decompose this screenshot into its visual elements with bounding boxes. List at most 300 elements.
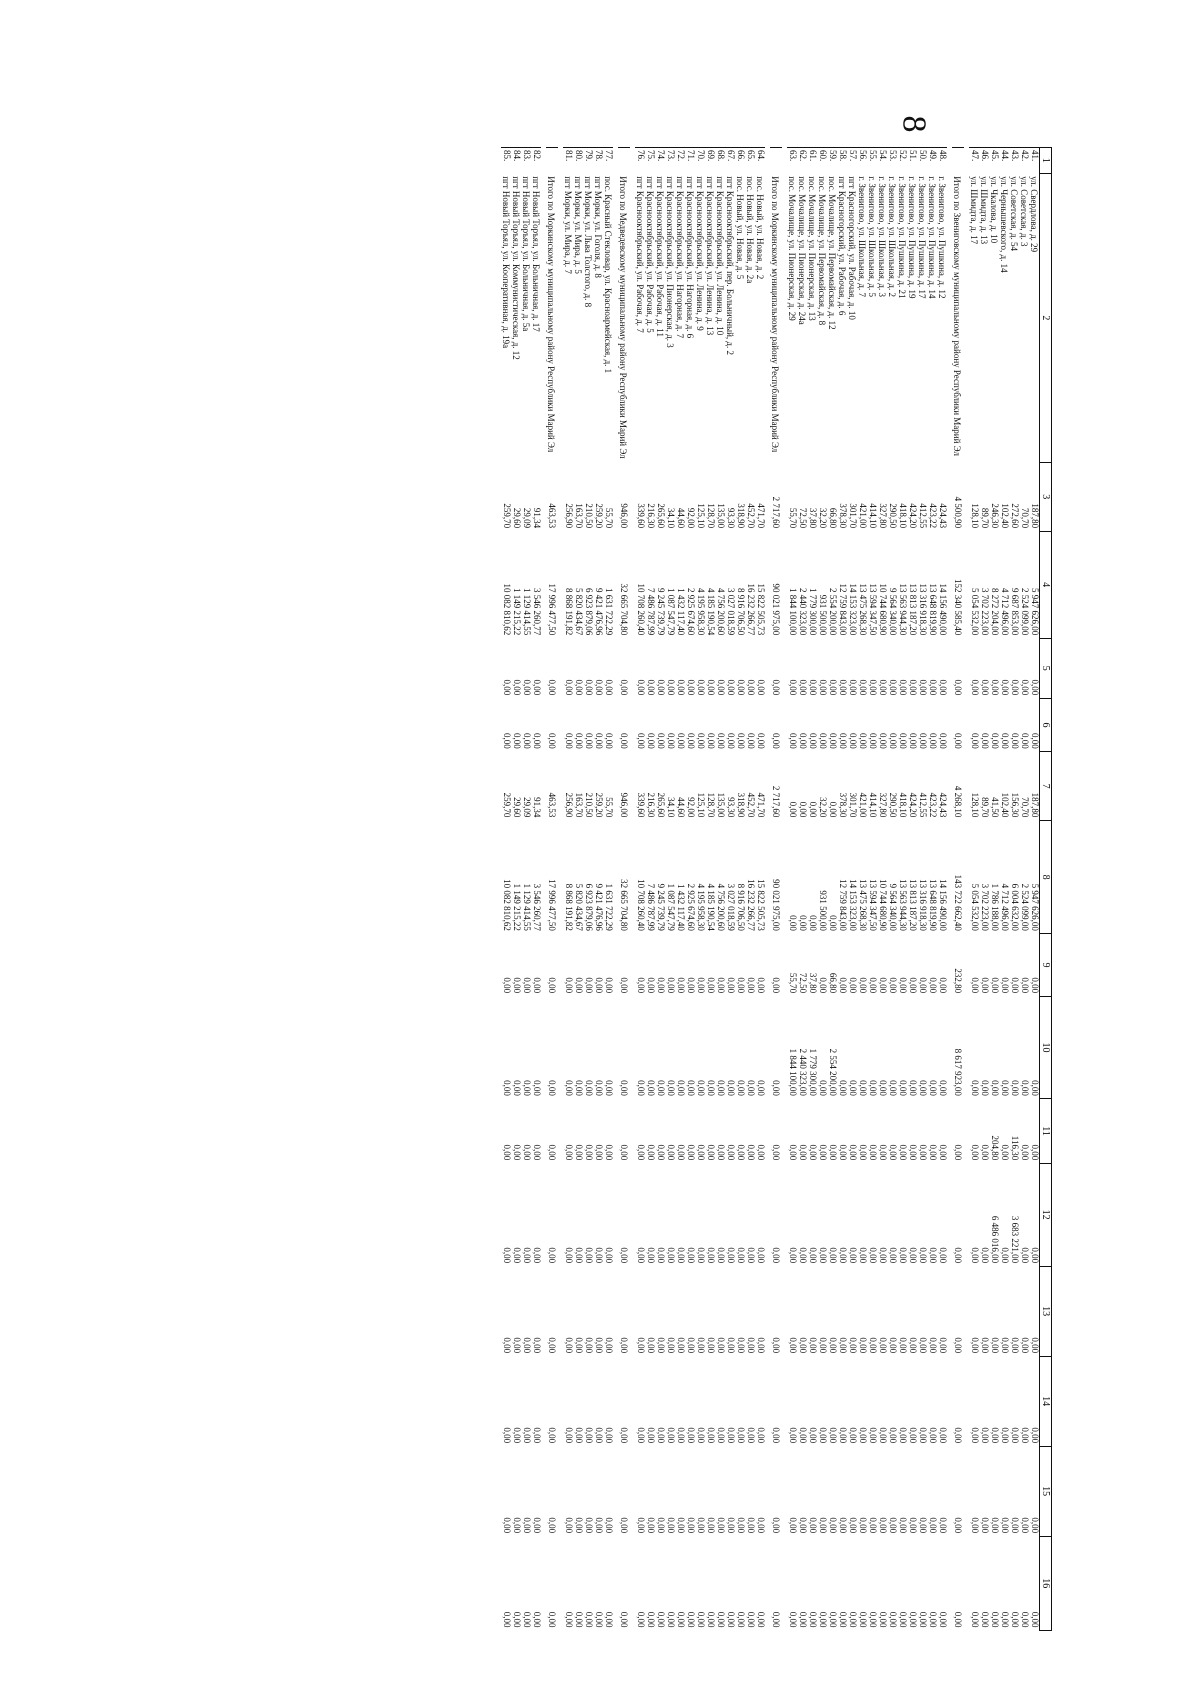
value-cell: 0,00 — [696, 1144, 706, 1161]
value-cell: 4 756 200,60 — [716, 587, 726, 636]
value-cell: 0,00 — [838, 1337, 848, 1354]
value-cell: 0,00 — [512, 1144, 522, 1161]
value-cell: 3 027 018,59 — [726, 883, 736, 931]
value-cell: 0,00 — [676, 679, 686, 696]
value-cell: 0,00 — [512, 1517, 522, 1534]
value-cell: 0,00 — [756, 1337, 766, 1354]
value-cell: 0,00 — [676, 1144, 686, 1161]
value-cell: 0,00 — [828, 1144, 838, 1161]
row-number — [546, 148, 558, 174]
total-label: Итого по Звениговскому муниципальному району Республики Марий Эл — [952, 176, 962, 456]
value-cell: 0,00 — [808, 1144, 818, 1161]
value-cell: 0,00 — [1020, 1517, 1030, 1534]
value-cell: 6 486 016,00 — [990, 1215, 1000, 1264]
value-cell: 4 195 958,30 — [696, 587, 706, 636]
address-cell: г. Звенигово, ул. Школьная, д. 5 — [867, 176, 877, 297]
value-cell: 0,00 — [1030, 679, 1040, 696]
value-cell: 0,00 — [980, 1427, 990, 1444]
value-cell: 0,00 — [918, 1247, 928, 1264]
value-cell: 0,00 — [666, 977, 676, 994]
value-cell: 0,00 — [938, 1611, 948, 1628]
table-row — [989, 148, 999, 1631]
value-cell: 0,00 — [868, 1517, 878, 1534]
value-cell: 0,00 — [868, 1247, 878, 1264]
value-cell: 13 475 268,30 — [858, 583, 868, 636]
value-cell: 0,00 — [1020, 1080, 1030, 1096]
value-cell: 256,90 — [564, 503, 574, 529]
row-number: 65. — [745, 148, 755, 174]
value-cell: 0,00 — [980, 1517, 990, 1534]
value-cell: 5 947 626,00 — [1030, 883, 1040, 931]
table-row — [867, 148, 877, 1631]
value-cell: 0,00 — [990, 733, 1000, 749]
value-cell: 0,00 — [574, 733, 584, 749]
value-cell: 0,00 — [604, 679, 614, 696]
value-cell: 0,00 — [1010, 977, 1020, 994]
value-cell: 0,00 — [980, 679, 990, 696]
value-cell: 0,00 — [908, 977, 918, 994]
row-number: 79. — [583, 148, 593, 174]
value-cell: 0,00 — [898, 733, 908, 749]
value-cell: 0,00 — [706, 733, 716, 749]
value-cell: 152 340 585,40 — [953, 578, 963, 636]
value-cell: 0,00 — [666, 1080, 676, 1096]
value-cell: 0,00 — [908, 1517, 918, 1534]
value-cell: 0,00 — [636, 1080, 646, 1096]
value-cell: 463,53 — [547, 503, 557, 529]
row-number: 61. — [807, 148, 817, 174]
value-cell: 0,00 — [726, 1427, 736, 1444]
value-cell: 29,09 — [522, 507, 532, 529]
value-cell: 0,00 — [547, 1080, 557, 1096]
value-cell: 0,00 — [594, 977, 604, 994]
table-row — [927, 148, 937, 1631]
value-cell: 0,00 — [1020, 1337, 1030, 1354]
value-cell: 4 195 958,30 — [696, 883, 706, 931]
value-cell: 0,00 — [1010, 1517, 1020, 1534]
value-cell: 412,55 — [918, 503, 928, 529]
value-cell: 0,00 — [788, 1427, 798, 1444]
value-cell: 0,00 — [888, 1427, 898, 1444]
value-cell: 0,00 — [928, 679, 938, 696]
value-cell: 0,00 — [878, 1427, 888, 1444]
value-cell: 0,00 — [756, 1427, 766, 1444]
value-cell: 0,00 — [798, 733, 808, 749]
value-cell: 70,70 — [1020, 797, 1030, 818]
address-cell: г. Звенигово, ул. Пушкина, д. 14 — [927, 176, 937, 299]
value-cell: 5 820 434,67 — [574, 587, 584, 636]
value-cell: 0,00 — [848, 1337, 858, 1354]
value-cell: 0,00 — [564, 1247, 574, 1264]
value-cell: 2 717,60 — [771, 496, 781, 529]
value-cell: 0,00 — [858, 1080, 868, 1096]
value-cell: 0,00 — [696, 733, 706, 749]
value-cell: 204,80 — [990, 1135, 1000, 1161]
value-cell: 0,00 — [1020, 1427, 1030, 1444]
table-row — [735, 148, 745, 1631]
value-cell: 0,00 — [1000, 977, 1010, 994]
value-cell: 0,00 — [970, 977, 980, 994]
value-cell: 0,00 — [547, 1517, 557, 1534]
value-cell: 0,00 — [726, 1080, 736, 1096]
value-cell: 0,00 — [771, 1080, 781, 1096]
value-cell: 0,00 — [928, 1247, 938, 1264]
spacer-row — [964, 148, 969, 1631]
value-cell: 0,00 — [938, 733, 948, 749]
table-row — [655, 148, 665, 1631]
value-cell: 128,70 — [706, 503, 716, 529]
value-cell: 2 925 674,60 — [686, 587, 696, 636]
value-cell: 0,00 — [928, 977, 938, 994]
value-cell: 4 500,90 — [953, 496, 963, 529]
value-cell: 0,00 — [1020, 1247, 1030, 1264]
value-cell: 418,10 — [898, 503, 908, 529]
value-cell: 0,00 — [547, 1337, 557, 1354]
value-cell: 93,30 — [726, 507, 736, 529]
table-row — [787, 148, 797, 1631]
value-cell: 4 712 496,00 — [1000, 587, 1010, 636]
value-cell: 0,00 — [619, 1337, 629, 1354]
value-cell: 0,00 — [938, 1144, 948, 1161]
value-cell: 0,00 — [818, 977, 828, 994]
value-cell: 6 923 879,06 — [584, 883, 594, 931]
value-cell: 0,00 — [716, 1080, 726, 1096]
value-cell: 0,00 — [502, 1247, 512, 1264]
value-cell: 0,00 — [716, 1144, 726, 1161]
table-row — [1019, 148, 1029, 1631]
value-cell: 41,50 — [990, 797, 1000, 818]
value-cell: 301,70 — [848, 792, 858, 818]
value-cell: 0,00 — [818, 679, 828, 696]
row-number: 67. — [725, 148, 735, 174]
value-cell: 0,00 — [646, 1080, 656, 1096]
address-cell: пгт Краснооктябрьский, ул. Рабочая, д. 5 — [645, 176, 655, 333]
value-cell: 0,00 — [656, 1247, 666, 1264]
value-cell: 265,60 — [656, 503, 666, 529]
value-cell: 0,00 — [619, 1517, 629, 1534]
value-cell: 1 844 100,00 — [788, 1048, 798, 1096]
value-cell: 0,00 — [646, 679, 656, 696]
value-cell: 0,00 — [604, 1337, 614, 1354]
value-cell: 0,00 — [868, 1611, 878, 1628]
value-cell: 1 432 117,40 — [676, 588, 686, 636]
value-cell: 0,00 — [848, 977, 858, 994]
value-cell: 0,00 — [564, 1080, 574, 1096]
row-number: 50. — [917, 148, 927, 174]
value-cell: 0,00 — [970, 1144, 980, 1161]
value-cell: 90 021 975,00 — [771, 583, 781, 636]
value-cell: 0,00 — [928, 1517, 938, 1534]
value-cell: 0,00 — [604, 1144, 614, 1161]
value-cell: 0,00 — [746, 1337, 756, 1354]
value-cell: 3 702 223,00 — [980, 587, 990, 636]
value-cell: 0,00 — [726, 1144, 736, 1161]
value-cell: 0,00 — [1030, 1144, 1040, 1161]
value-cell: 0,00 — [953, 733, 963, 749]
data-table — [501, 147, 1052, 1631]
table-row — [827, 148, 837, 1631]
column-header: 11 — [1040, 1099, 1052, 1163]
value-cell: 0,00 — [838, 679, 848, 696]
value-cell: 463,53 — [547, 792, 557, 818]
total-row — [770, 148, 782, 1631]
table-row — [897, 148, 907, 1631]
value-cell: 0,00 — [746, 1611, 756, 1628]
value-cell: 0,00 — [584, 1337, 594, 1354]
value-cell: 0,00 — [878, 1247, 888, 1264]
value-cell: 0,00 — [564, 1517, 574, 1534]
value-cell: 946,00 — [619, 792, 629, 818]
address-cell: г. Звенигово, ул. Пушкина, д. 19 — [907, 176, 917, 299]
value-cell: 0,00 — [584, 1144, 594, 1161]
table-row — [675, 148, 685, 1631]
address-cell: пгт Краснооктябрьский, ул. Нагорная, д. 6 — [685, 176, 695, 339]
value-cell: 2 440 323,00 — [798, 1048, 808, 1096]
value-cell: 0,00 — [1030, 1337, 1040, 1354]
value-cell: 0,00 — [646, 1611, 656, 1628]
value-cell: 13 594 347,50 — [868, 583, 878, 636]
address-cell: пгт Новый Торъял, ул. Коммунистическая, д. 12 — [511, 176, 521, 360]
table-row — [501, 148, 511, 1631]
value-cell: 3 546 260,77 — [532, 883, 542, 931]
table-row — [521, 148, 531, 1631]
value-cell: 0,00 — [798, 1611, 808, 1628]
value-cell: 7 486 787,99 — [646, 587, 656, 636]
value-cell: 0,00 — [771, 1611, 781, 1628]
value-cell: 0,00 — [574, 1144, 584, 1161]
value-cell: 1 631 722,29 — [604, 883, 614, 931]
value-cell: 0,00 — [970, 679, 980, 696]
value-cell: 143 722 662,40 — [953, 874, 963, 931]
value-cell: 471,70 — [756, 792, 766, 818]
value-cell: 1 129 414,55 — [522, 587, 532, 636]
value-cell: 55,70 — [788, 972, 798, 994]
value-cell: 0,00 — [502, 1517, 512, 1534]
value-cell: 0,00 — [828, 1247, 838, 1264]
value-cell: 0,00 — [604, 1427, 614, 1444]
value-cell: 0,00 — [898, 977, 908, 994]
value-cell: 0,00 — [676, 1427, 686, 1444]
value-cell: 0,00 — [771, 1427, 781, 1444]
value-cell: 0,00 — [980, 1337, 990, 1354]
value-cell: 0,00 — [1020, 679, 1030, 696]
value-cell: 0,00 — [584, 1427, 594, 1444]
value-cell: 0,00 — [1030, 1611, 1040, 1628]
value-cell: 2 554 200,00 — [828, 1048, 838, 1096]
value-cell: 0,00 — [1000, 1080, 1010, 1096]
value-cell: 0,00 — [1030, 1247, 1040, 1264]
value-cell: 414,10 — [868, 792, 878, 818]
value-cell: 0,00 — [828, 679, 838, 696]
value-cell: 0,00 — [858, 1337, 868, 1354]
value-cell: 9 564 340,00 — [888, 587, 898, 636]
value-cell: 0,00 — [574, 1337, 584, 1354]
value-cell: 0,00 — [798, 1337, 808, 1354]
value-cell: 0,00 — [706, 1144, 716, 1161]
value-cell: 414,10 — [868, 503, 878, 529]
spacer-row — [630, 148, 635, 1631]
row-number: 73. — [665, 148, 675, 174]
row-number: 64. — [755, 148, 765, 174]
value-cell: 5 054 532,00 — [970, 587, 980, 636]
value-cell: 0,00 — [838, 1611, 848, 1628]
value-cell: 0,00 — [953, 1611, 963, 1628]
row-number: 83. — [521, 148, 531, 174]
value-cell: 0,00 — [756, 1517, 766, 1534]
value-cell: 0,00 — [686, 1080, 696, 1096]
value-cell: 0,00 — [771, 1337, 781, 1354]
address-cell: пгт Краснооктябрьский, ул. Ленина, д. 13 — [705, 176, 715, 336]
value-cell: 452,70 — [746, 503, 756, 529]
value-cell: 0,00 — [584, 1080, 594, 1096]
value-cell: 0,00 — [788, 915, 798, 931]
value-cell: 0,00 — [746, 679, 756, 696]
value-cell: 0,00 — [928, 1080, 938, 1096]
value-cell: 102,40 — [1000, 792, 1010, 818]
value-cell: 0,00 — [848, 1144, 858, 1161]
column-header: 14 — [1040, 1356, 1052, 1446]
row-number: 51. — [907, 148, 917, 174]
value-cell: 3 702 223,00 — [980, 883, 990, 931]
value-cell: 931 500,00 — [818, 890, 828, 931]
value-cell: 125,10 — [696, 503, 706, 529]
value-cell: 0,00 — [848, 1611, 858, 1628]
address-cell: ул. Шмидта, д. 13 — [979, 176, 989, 245]
value-cell: 0,00 — [888, 1611, 898, 1628]
value-cell: 0,00 — [858, 733, 868, 749]
value-cell: 0,00 — [716, 1611, 726, 1628]
value-cell: 0,00 — [686, 1337, 696, 1354]
value-cell: 424,43 — [938, 792, 948, 818]
value-cell: 0,00 — [918, 1517, 928, 1534]
value-cell: 0,00 — [1000, 733, 1010, 749]
value-cell: 0,00 — [838, 1144, 848, 1161]
table-row — [979, 148, 989, 1631]
value-cell: 92,00 — [686, 507, 696, 529]
value-cell: 128,10 — [970, 503, 980, 529]
value-cell: 0,00 — [656, 679, 666, 696]
value-cell: 0,00 — [771, 1517, 781, 1534]
row-number: 71. — [685, 148, 695, 174]
value-cell: 0,00 — [898, 1337, 908, 1354]
value-cell: 0,00 — [858, 1247, 868, 1264]
value-cell: 0,00 — [888, 1337, 898, 1354]
value-cell: 0,00 — [594, 1427, 604, 1444]
row-number: 55. — [867, 148, 877, 174]
value-cell: 125,10 — [696, 792, 706, 818]
value-cell: 10 744 680,90 — [878, 879, 888, 931]
value-cell: 256,90 — [564, 792, 574, 818]
value-cell: 259,20 — [594, 792, 604, 818]
column-header: 2 — [1040, 173, 1052, 462]
value-cell: 6 004 632,00 — [1010, 883, 1020, 931]
address-cell: ул. Чернышевского, д. 14 — [999, 176, 1009, 273]
value-cell: 0,00 — [990, 679, 1000, 696]
value-cell: 2 440 323,00 — [798, 587, 808, 636]
value-cell: 0,00 — [706, 1337, 716, 1354]
value-cell: 0,00 — [888, 977, 898, 994]
value-cell: 10 708 260,40 — [636, 879, 646, 931]
value-cell: 0,00 — [522, 1337, 532, 1354]
row-number: 43. — [1009, 148, 1019, 174]
address-cell: пгт Красногорский, ул. Рабочая, д. 10 — [847, 176, 857, 320]
value-cell: 0,00 — [532, 1427, 542, 1444]
row-number: 46. — [979, 148, 989, 174]
value-cell: 0,00 — [990, 1517, 1000, 1534]
value-cell: 0,00 — [656, 1517, 666, 1534]
value-cell: 0,00 — [716, 1247, 726, 1264]
table-row — [511, 148, 521, 1631]
value-cell: 0,00 — [636, 977, 646, 994]
value-cell: 0,00 — [736, 1611, 746, 1628]
value-cell: 32 665 704,80 — [619, 583, 629, 636]
value-cell: 128,10 — [970, 792, 980, 818]
value-cell: 0,00 — [736, 977, 746, 994]
value-cell: 0,00 — [532, 679, 542, 696]
value-cell: 1 149 215,22 — [512, 587, 522, 636]
value-cell: 0,00 — [636, 1247, 646, 1264]
column-header: 4 — [1040, 531, 1052, 638]
value-cell: 32,20 — [818, 797, 828, 818]
value-cell: 0,00 — [878, 733, 888, 749]
value-cell: 0,00 — [953, 1427, 963, 1444]
value-cell: 0,00 — [918, 679, 928, 696]
value-cell: 0,00 — [953, 1517, 963, 1534]
value-cell: 0,00 — [646, 1517, 656, 1534]
value-cell: 0,00 — [918, 733, 928, 749]
value-cell: 0,00 — [686, 679, 696, 696]
row-number: 76. — [635, 148, 645, 174]
value-cell: 0,00 — [808, 1517, 818, 1534]
value-cell: 0,00 — [938, 679, 948, 696]
value-cell: 6 923 879,06 — [584, 587, 594, 636]
value-cell: 0,00 — [828, 1517, 838, 1534]
value-cell: 0,00 — [532, 1337, 542, 1354]
value-cell: 7 486 787,99 — [646, 883, 656, 931]
row-number: 47. — [969, 148, 979, 174]
value-cell: 0,00 — [970, 733, 980, 749]
value-cell: 0,00 — [970, 1611, 980, 1628]
value-cell: 0,00 — [522, 1144, 532, 1161]
row-number: 66. — [735, 148, 745, 174]
value-cell: 0,00 — [502, 1427, 512, 1444]
value-cell: 0,00 — [898, 1247, 908, 1264]
value-cell: 0,00 — [938, 1517, 948, 1534]
value-cell: 0,00 — [848, 1517, 858, 1534]
address-cell: пгт Морки, ул. Гоголя, д. 8 — [593, 176, 603, 278]
value-cell: 0,00 — [619, 679, 629, 696]
value-cell: 0,00 — [848, 733, 858, 749]
value-cell: 0,00 — [938, 1337, 948, 1354]
value-cell: 0,00 — [788, 1247, 798, 1264]
value-cell: 12 759 843,00 — [838, 583, 848, 636]
value-cell: 0,00 — [771, 1247, 781, 1264]
value-cell: 9 564 340,00 — [888, 883, 898, 931]
value-cell: 327,80 — [878, 792, 888, 818]
value-cell: 1 087 547,79 — [666, 883, 676, 931]
value-cell: 0,00 — [676, 977, 686, 994]
value-cell: 0,00 — [736, 733, 746, 749]
value-cell: 0,00 — [818, 1247, 828, 1264]
value-cell: 0,00 — [888, 1517, 898, 1534]
total-label: Итого по Моркинскому муниципальному району Республики Марий Эл — [546, 176, 556, 453]
row-number — [618, 148, 630, 174]
value-cell: 0,00 — [970, 1247, 980, 1264]
value-cell: 0,00 — [868, 1144, 878, 1161]
value-cell: 0,00 — [676, 733, 686, 749]
address-cell: пгт Красногорский, ул. Рабочая, д. 6 — [837, 176, 847, 316]
total-row — [618, 148, 630, 1631]
